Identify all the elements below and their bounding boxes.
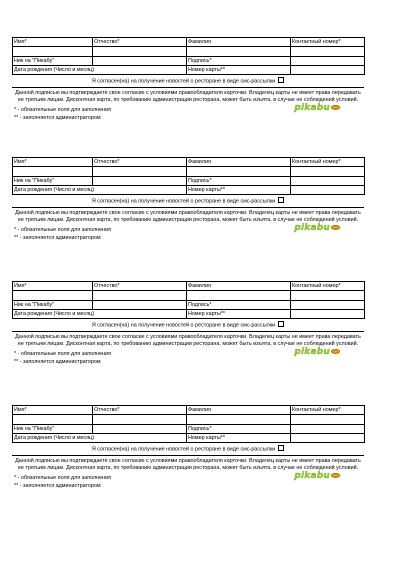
- name-field[interactable]: [13, 415, 93, 425]
- nick-field[interactable]: [93, 301, 187, 310]
- sms-consent-checkbox[interactable]: [278, 445, 284, 451]
- sms-consent-checkbox[interactable]: [278, 77, 284, 83]
- phone-label: Контактный номер*: [291, 406, 365, 415]
- signature-field[interactable]: [291, 301, 365, 310]
- phone-field[interactable]: [291, 291, 365, 301]
- surname-label: Фамилия: [187, 406, 291, 415]
- form-table: [12, 37, 365, 75]
- form-table: [12, 281, 365, 319]
- phone-field[interactable]: [291, 167, 365, 177]
- logo-text: pikabu: [294, 222, 330, 233]
- sms-consent-checkbox[interactable]: [278, 197, 284, 203]
- nick-label: Ник на "Пикабу": [13, 177, 93, 186]
- admin-note: ** - заполняется администратором: [14, 482, 101, 489]
- phone-label: Контактный номер*: [291, 38, 365, 47]
- patronymic-label: Отчество*: [93, 158, 187, 167]
- logo-text: pikabu: [294, 102, 330, 113]
- surname-field[interactable]: [187, 167, 291, 177]
- name-label: Имя*: [13, 38, 93, 47]
- card-number-field[interactable]: [291, 310, 365, 319]
- surname-field[interactable]: [187, 47, 291, 57]
- admin-note: ** - заполняется администратором: [14, 234, 101, 241]
- form-table: [12, 157, 365, 195]
- sms-consent-text: Я согласен(на) на получение новостей о ресторане в виде смс-рассылки: [91, 446, 276, 453]
- logo-text: pikabu: [294, 346, 330, 357]
- required-note: * - обязательные поля для заполнения: [14, 474, 112, 481]
- patronymic-field[interactable]: [93, 291, 187, 301]
- name-label: Имя*: [13, 406, 93, 415]
- nick-label: Ник на "Пикабу": [13, 301, 93, 310]
- nick-field[interactable]: [93, 57, 187, 66]
- signature-field[interactable]: [291, 177, 365, 186]
- notes: [12, 222, 364, 242]
- agreement-text: Данной подписью вы подтверждаете свое согласие с условиями правообладателя карточки. Владелец карты не имеет права передавать ее третьим лицам. Дисконтная карта, по требованию администрации ресторана, может быть изъята, в случае не соблюдений условий.: [15, 209, 361, 224]
- sms-consent: [12, 197, 364, 208]
- card-number-field[interactable]: [291, 434, 365, 443]
- logo-dot-icon: [331, 105, 340, 110]
- card-number-field[interactable]: [291, 186, 365, 195]
- signature-label: Подпись*: [187, 301, 291, 310]
- admin-note: ** - заполняется администратором: [14, 358, 101, 365]
- pikabu-logo: [294, 104, 340, 112]
- birthdate-label: Дата рождения (Число и месяц): [13, 310, 187, 319]
- name-field[interactable]: [13, 47, 93, 57]
- pikabu-logo: [294, 348, 340, 356]
- patronymic-label: Отчество*: [93, 38, 187, 47]
- signature-field[interactable]: [291, 425, 365, 434]
- phone-label: Контактный номер*: [291, 158, 365, 167]
- sms-consent: [12, 321, 364, 332]
- patronymic-label: Отчество*: [93, 406, 187, 415]
- name-field[interactable]: [13, 291, 93, 301]
- logo-text: pikabu: [294, 470, 330, 481]
- pikabu-logo: [294, 472, 340, 480]
- surname-label: Фамилия: [187, 38, 291, 47]
- sms-consent: [12, 445, 364, 456]
- application-form: [12, 37, 364, 122]
- required-note: * - обязательные поля для заполнения: [14, 226, 112, 233]
- nick-label: Ник на "Пикабу": [13, 425, 93, 434]
- patronymic-label: Отчество*: [93, 282, 187, 291]
- card-number-label: Номер карты**: [187, 66, 291, 75]
- nick-field[interactable]: [93, 425, 187, 434]
- birthdate-label: Дата рождения (Число и месяц): [13, 186, 187, 195]
- signature-label: Подпись*: [187, 177, 291, 186]
- application-form: [12, 281, 364, 366]
- nick-field[interactable]: [93, 177, 187, 186]
- required-note: * - обязательные поля для заполнения: [14, 350, 112, 357]
- nick-label: Ник на "Пикабу": [13, 57, 93, 66]
- patronymic-field[interactable]: [93, 47, 187, 57]
- sms-consent-text: Я согласен(на) на получение новостей о ресторане в виде смс-рассылки: [91, 198, 276, 205]
- name-label: Имя*: [13, 282, 93, 291]
- sms-consent: [12, 77, 364, 88]
- sms-consent-text: Я согласен(на) на получение новостей о ресторане в виде смс-рассылки: [91, 78, 276, 85]
- logo-dot-icon: [331, 349, 340, 354]
- agreement-text: Данной подписью вы подтверждаете свое согласие с условиями правообладателя карточки. Владелец карты не имеет права передавать ее третьим лицам. Дисконтная карта, по требованию администрации ресторана, может быть изъята, в случае не соблюдений условий.: [15, 89, 361, 104]
- signature-field[interactable]: [291, 57, 365, 66]
- surname-label: Фамилия: [187, 158, 291, 167]
- required-note: * - обязательные поля для заполнения: [14, 106, 112, 113]
- name-field[interactable]: [13, 167, 93, 177]
- notes: [12, 346, 364, 366]
- signature-label: Подпись*: [187, 57, 291, 66]
- birthdate-label: Дата рождения (Число и месяц): [13, 66, 187, 75]
- application-form: [12, 405, 364, 490]
- card-number-label: Номер карты**: [187, 310, 291, 319]
- sms-consent-text: Я согласен(на) на получение новостей о ресторане в виде смс-рассылки: [91, 322, 276, 329]
- birthdate-label: Дата рождения (Число и месяц): [13, 434, 187, 443]
- surname-field[interactable]: [187, 291, 291, 301]
- logo-dot-icon: [331, 225, 340, 230]
- form-table: [12, 405, 365, 443]
- application-form: [12, 157, 364, 242]
- agreement-text: Данной подписью вы подтверждаете свое согласие с условиями правообладателя карточки. Владелец карты не имеет права передавать ее третьим лицам. Дисконтная карта, по требованию администрации ресторана, может быть изъята, в случае не соблюдений условий.: [15, 333, 361, 348]
- phone-field[interactable]: [291, 415, 365, 425]
- notes: [12, 102, 364, 122]
- card-number-label: Номер карты**: [187, 186, 291, 195]
- patronymic-field[interactable]: [93, 415, 187, 425]
- notes: [12, 470, 364, 490]
- name-label: Имя*: [13, 158, 93, 167]
- surname-label: Фамилия: [187, 282, 291, 291]
- pikabu-logo: [294, 224, 340, 232]
- card-number-field[interactable]: [291, 66, 365, 75]
- phone-field[interactable]: [291, 47, 365, 57]
- card-number-label: Номер карты**: [187, 434, 291, 443]
- signature-label: Подпись*: [187, 425, 291, 434]
- agreement-text: Данной подписью вы подтверждаете свое согласие с условиями правообладателя карточки. Владелец карты не имеет права передавать ее третьим лицам. Дисконтная карта, по требованию администрации ресторана, может быть изъята, в случае не соблюдений условий.: [15, 457, 361, 472]
- admin-note: ** - заполняется администратором: [14, 114, 101, 121]
- patronymic-field[interactable]: [93, 167, 187, 177]
- phone-label: Контактный номер*: [291, 282, 365, 291]
- sms-consent-checkbox[interactable]: [278, 321, 284, 327]
- surname-field[interactable]: [187, 415, 291, 425]
- logo-dot-icon: [331, 473, 340, 478]
